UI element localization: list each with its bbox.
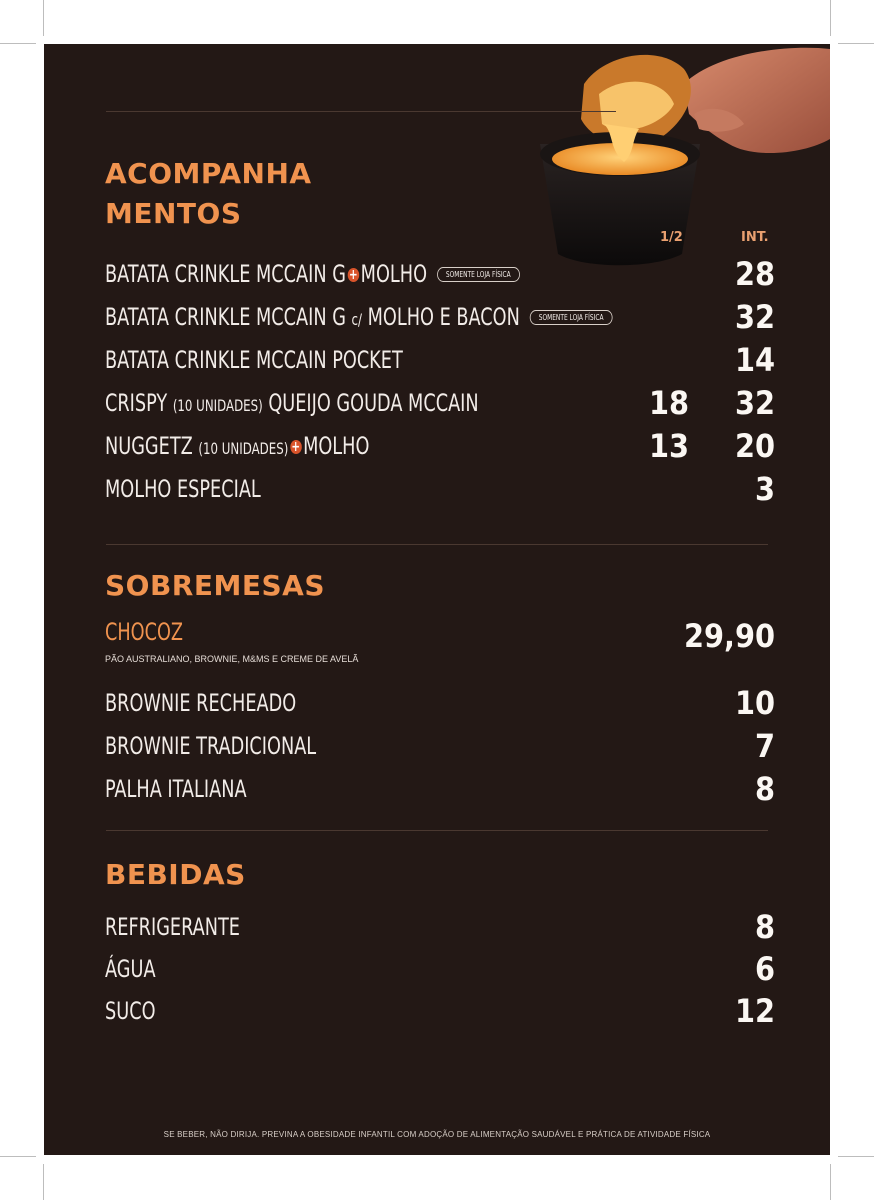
menu-item: BATATA CRINKLE MCCAIN POCKET 14 [105,341,775,379]
crop-mark [43,1164,44,1200]
menu-item: CHOCOZ PÃO AUSTRALIANO, BROWNIE, M&MS E CREME DE AVELÃ 29,90 [105,617,775,664]
price-int: 32 [734,384,775,422]
price-half: 13 [648,427,689,465]
crop-mark [838,43,874,44]
price-int: 29,90 [683,617,775,655]
crop-mark [830,1164,831,1200]
price-int: 14 [734,341,775,379]
menu-item: BROWNIE RECHEADO 10 [105,684,775,722]
price-int: 32 [734,298,775,336]
menu-page [44,44,830,1155]
crop-mark [838,1156,874,1157]
plus-icon: + [348,267,358,283]
menu-item: MOLHO ESPECIAL 3 [105,470,775,508]
menu-item: PALHA ITALIANA 8 [105,770,775,808]
price-half: 18 [648,384,689,422]
section-title-sobremesas: SOBREMESAS [105,569,325,602]
price-int: 3 [754,470,775,508]
menu-item: BATATA CRINKLE MCCAIN G c/ MOLHO E BACON SOMENTE LOJA FÍSICA 32 [105,298,775,336]
section-divider [106,830,768,831]
store-only-badge: SOMENTE LOJA FÍSICA [437,267,520,282]
plus-icon: + [291,439,301,455]
menu-item: NUGGETZ (10 UNIDADES) + MOLHO 13 20 [105,427,775,465]
column-header-half: 1/2 [660,230,683,245]
price-int: 7 [754,727,775,765]
crop-mark [0,43,36,44]
price-int: 8 [754,908,775,946]
footer-disclaimer: SE BEBER, NÃO DIRIJA. PREVINA A OBESIDADE INFANTIL COM ADOÇÃO DE ALIMENTAÇÃO SAUDÁVEL E PRÁTICA DE ATIVIDADE FÍSICA [163,1130,711,1139]
column-header-int: INT. [741,230,769,245]
menu-item: REFRIGERANTE 8 [105,908,775,946]
crop-mark [830,0,831,36]
crop-mark [43,0,44,36]
cheese-sauce-photo [484,44,830,274]
price-int: 12 [734,992,775,1030]
price-int: 6 [754,950,775,988]
crop-mark [0,1156,36,1157]
menu-item: CRISPY (10 UNIDADES) QUEIJO GOUDA MCCAIN 18 32 [105,384,775,422]
price-int: 10 [734,684,775,722]
store-only-badge: SOMENTE LOJA FÍSICA [530,310,613,325]
menu-item: SUCO 12 [105,992,775,1030]
price-int: 20 [734,427,775,465]
top-divider [106,111,616,112]
section-divider [106,544,768,545]
section-title-acompanhamentos: ACOMPANHA MENTOS [105,157,312,230]
item-description: PÃO AUSTRALIANO, BROWNIE, M&MS E CREME DE AVELÃ [105,654,359,664]
menu-item: BROWNIE TRADICIONAL 7 [105,727,775,765]
menu-item: ÁGUA 6 [105,950,775,988]
price-int: 28 [734,255,775,293]
price-int: 8 [754,770,775,808]
menu-item: BATATA CRINKLE MCCAIN G + MOLHO SOMENTE LOJA FÍSICA 28 [105,255,775,293]
section-title-bebidas: BEBIDAS [105,858,246,891]
